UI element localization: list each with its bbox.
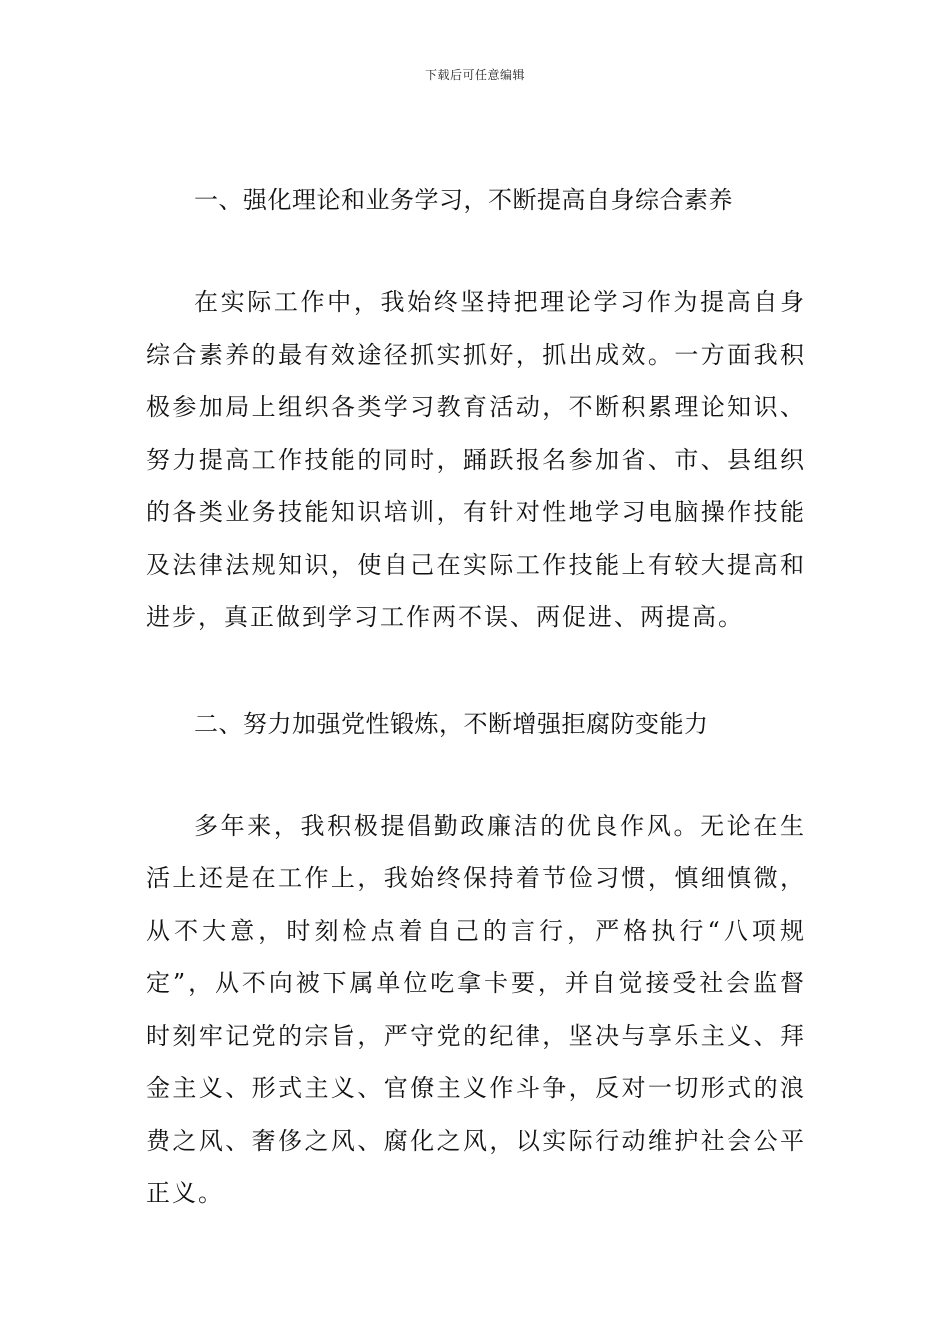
spacer <box>146 644 806 702</box>
document-body <box>146 178 806 1220</box>
spacer <box>146 746 806 800</box>
spacer <box>146 222 806 276</box>
section-2-paragraph: 多年来，我积极提倡勤政廉洁的优良作风。无论在生活上还是在工作上，我始终保持着节俭习惯，慎细慎微，从不大意，时刻检点着自己的言行，严格执行“八项规定”，从不向被下属单位吃拿卡要，并自觉接受社会监督时刻牢记党的宗旨，严守党的纪律，坚决与享乐主义、拜金主义、形式主义、官僚主义作斗争，反对一切形式的浪费之风、奢侈之风、腐化之风，以实际行动维护社会公平正义。 <box>146 811 806 1207</box>
section-2-heading: 二、努力加强党性锻炼，不断增强拒腐防变能力 <box>194 709 709 738</box>
section-1-heading: 一、强化理论和业务学习，不断提高自身综合素养 <box>194 186 733 214</box>
section-1-paragraph: 在实际工作中，我始终坚持把理论学习作为提高自身综合素养的最有效途径抓实抓好，抓出成效。一方面我积极参加局上组织各类学习教育活动，不断积累理论知识、努力提高工作技能的同时，踊跃报名参加省、市、县组织的各类业务技能知识培训，有针对性地学习电脑操作技能及法律法规知识，使自己在实际工作技能上有较大提高和进步，真正做到学习工作两不误、两促进、两提高。 <box>146 288 806 631</box>
header-note: 下载后可任意编辑 <box>424 68 525 82</box>
